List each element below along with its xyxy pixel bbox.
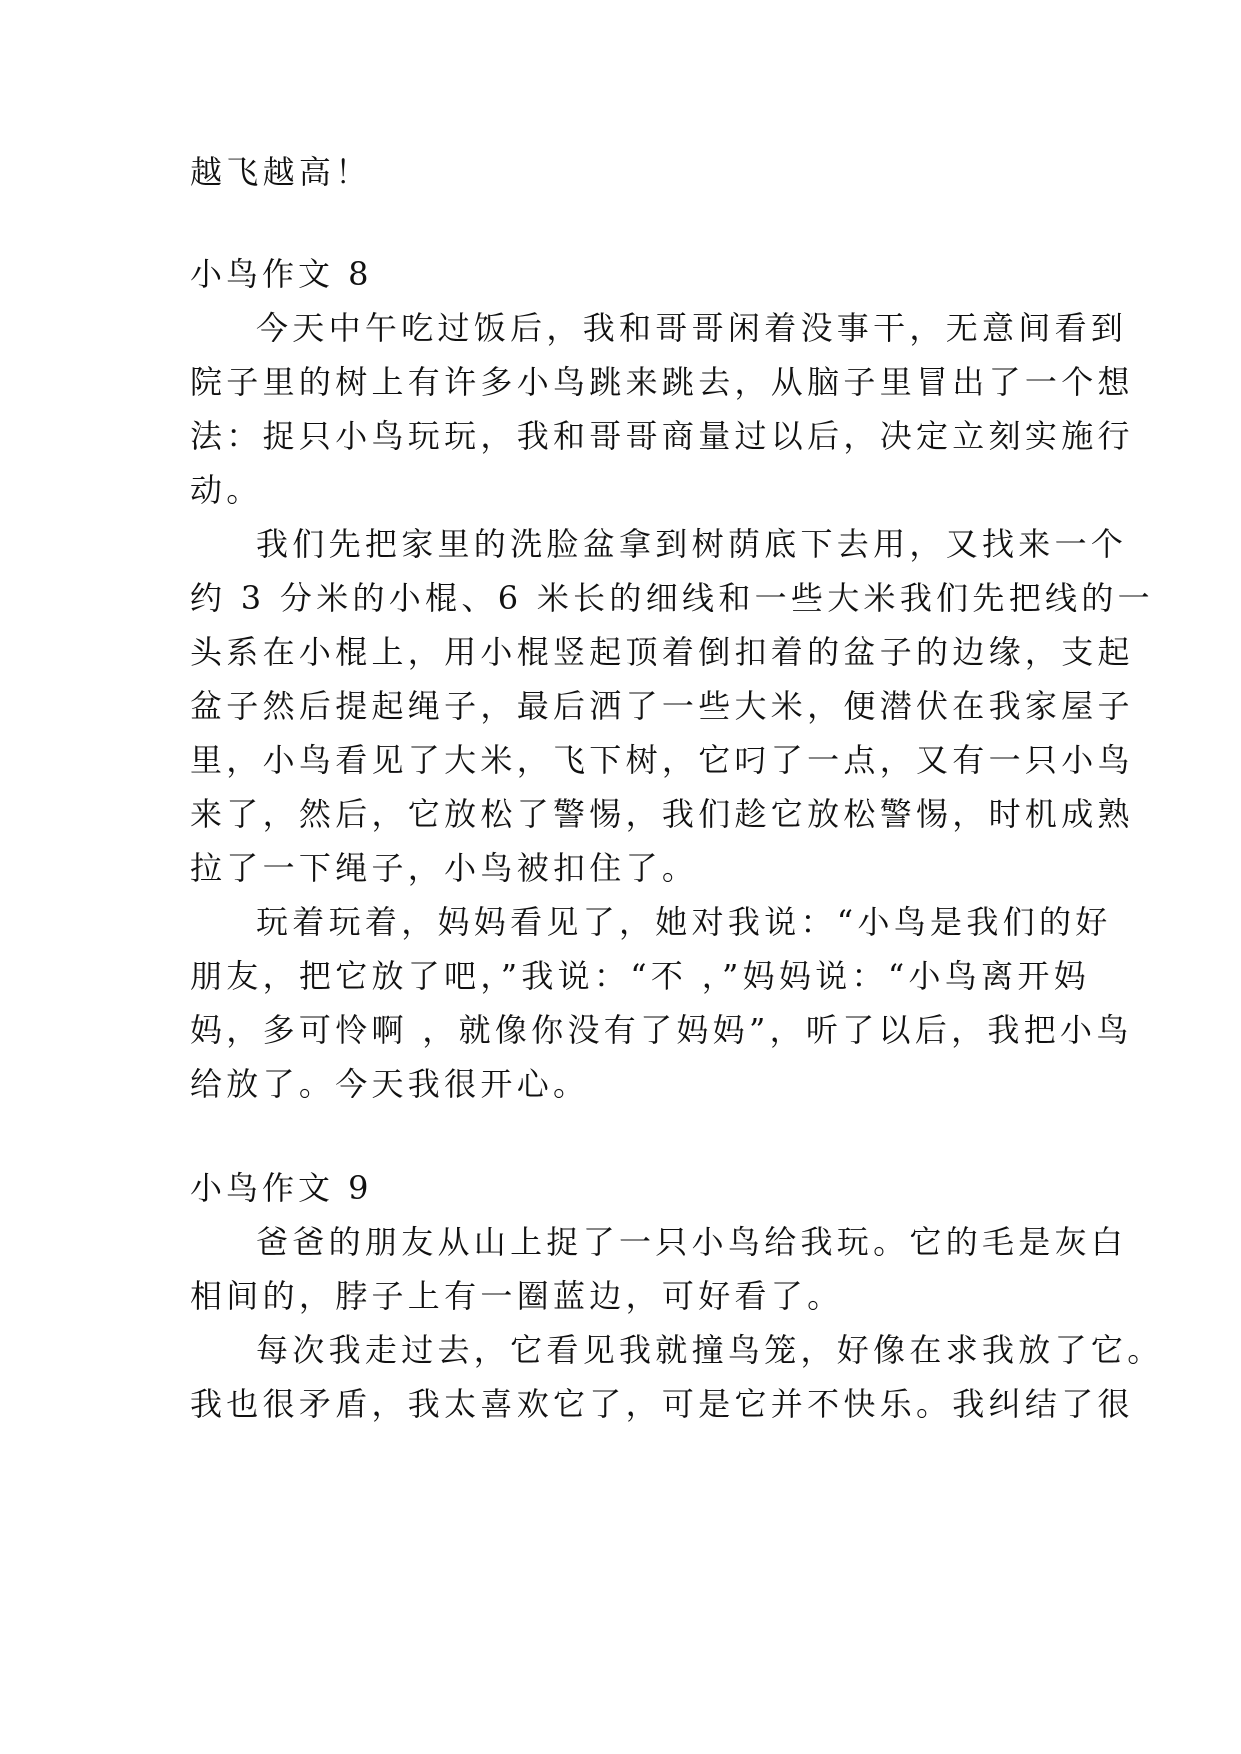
paragraph-line: 院子里的树上有许多小鸟跳来跳去，从脑子里冒出了一个想 — [190, 363, 1134, 401]
section-heading: 小鸟作文 8 — [190, 255, 373, 293]
paragraph-line: 朋友，把它放了吧，”我说：“不 ，”妈妈说：“小鸟离开妈 — [190, 957, 1091, 995]
paragraph-line: 约 3 分米的小棍、6 米长的细线和一些大米我们先把线的一 — [190, 579, 1154, 617]
paragraph-line: 拉了一下绳子，小鸟被扣住了。 — [190, 849, 699, 887]
paragraph-line: 妈，多可怜啊 ，就像你没有了妈妈”，听了以后，我把小鸟 — [190, 1011, 1133, 1049]
paragraph-line: 里，小鸟看见了大米，飞下树，它叼了一点，又有一只小鸟 — [190, 741, 1134, 779]
paragraph-line: 相间的，脖子上有一圈蓝边，可好看了。 — [190, 1277, 844, 1315]
paragraph-line: 我们先把家里的洗脸盆拿到树荫底下去用，又找来一个 — [256, 525, 1128, 563]
paragraph-line: 头系在小棍上，用小棍竖起顶着倒扣着的盆子的边缘，支起 — [190, 633, 1134, 671]
paragraph-line: 盆子然后提起绳子，最后洒了一些大米，便潜伏在我家屋子 — [190, 687, 1134, 725]
continuation-line: 越飞越高！ — [190, 153, 372, 191]
paragraph-line: 玩着玩着，妈妈看见了，她对我说：“小鸟是我们的好 — [256, 903, 1112, 941]
paragraph-line: 动。 — [190, 471, 263, 509]
paragraph-line: 给放了。今天我很开心。 — [190, 1065, 590, 1103]
paragraph-line: 爸爸的朋友从山上捉了一只小鸟给我玩。它的毛是灰白 — [256, 1223, 1128, 1261]
paragraph-line: 今天中午吃过饭后，我和哥哥闲着没事干，无意间看到 — [256, 309, 1128, 347]
paragraph-line: 法：捉只小鸟玩玩，我和哥哥商量过以后，决定立刻实施行 — [190, 417, 1134, 455]
section-heading: 小鸟作文 9 — [190, 1169, 373, 1207]
paragraph-line: 我也很矛盾，我太喜欢它了，可是它并不快乐。我纠结了很 — [190, 1385, 1134, 1423]
paragraph-line: 来了，然后，它放松了警惕，我们趁它放松警惕，时机成熟 — [190, 795, 1134, 833]
paragraph-line: 每次我走过去，它看见我就撞鸟笼，好像在求我放了它。 — [256, 1331, 1164, 1369]
